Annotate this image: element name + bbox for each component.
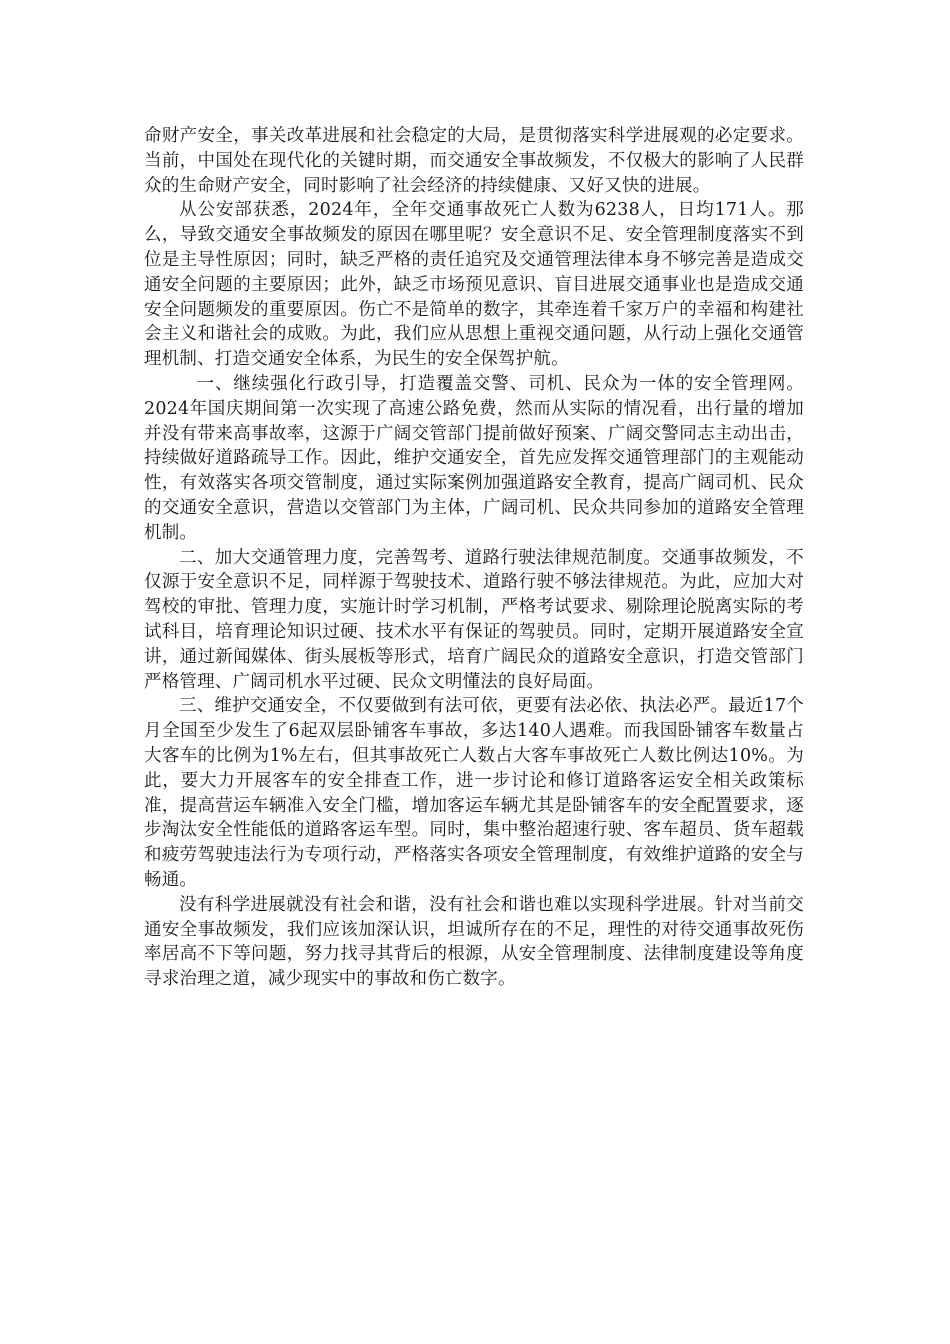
paragraph-point-three: 三、维护交通安全，不仅要做到有法可依，更要有法必依、执法必严。最近17个月全国至少发生了6起双层卧铺客车事故，多达140人遇难。而我国卧铺客车数量占大客车的比例为1%左右，但其事故死亡人数占大客车事故死亡人数比例达10%。为此，要大力开展客车的安全排查工作，进一步讨论和修订道路客运安全相关政策标准，提高营运车辆准入安全门槛，增加客运车辆尤其是卧铺客车的安全配置要求，逐步淘汰安全性能低的道路客运车型。同时，集中整治超速行驶、客车超员、货车超载和疲劳驾驶违法行为专项行动，严格落实各项安全管理制度，有效维护道路的安全与畅通。 xyxy=(144,696,804,890)
paragraph-conclusion: 没有科学进展就没有社会和谐，没有社会和谐也难以实现科学进展。针对当前交通安全事故频发，我们应该加深认识，坦诚所存在的不足，理性的对待交通事故死伤率居高不下等问题，努力找寻其背后的根源，从安全管理制度、法律制度建设等角度寻求治理之道，减少现实中的事故和伤亡数字。 xyxy=(144,894,804,990)
paragraph-point-two: 二、加大交通管理力度，完善驾考、道路行驶法律规范制度。交通事故频发，不仅源于安全意识不足，同样源于驾驶技术、道路行驶不够法律规范。为此，应加大对驾校的审批、管理力度，实施计时学习机制，严格考试要求、剔除理论脱离实际的考试科目，培育理论知识过硬、技术水平有保证的驾驶员。同时，定期开展道路安全宣讲，通过新闻媒体、街头展板等形式，培育广阔民众的道路安全意识，打造交管部门严格管理、广阔司机水平过硬、民众文明懂法的良好局面。 xyxy=(144,547,804,692)
document-body xyxy=(144,124,804,992)
paragraph-point-one: 一、继续强化行政引导，打造覆盖交警、司机、民众为一体的安全管理网。2024年国庆期间第一次实现了高速公路免费，然而从实际的情况看，出行量的增加并没有带来高事故率，这源于广阔交管部门提前做好预案、广阔交警同志主动出击，持续做好道路疏导工作。因此，维护交通安全，首先应发挥交通管理部门的主观能动性，有效落实各项交管制度，通过实际案例加强道路安全教育，提高广阔司机、民众的交通安全意识，营造以交管部门为主体，广阔司机、民众共同参加的道路安全管理机制。 xyxy=(144,373,804,543)
paragraph-intro-continuation: 命财产安全，事关改革进展和社会稳定的大局，是贯彻落实科学进展观的必定要求。当前，中国处在现代化的关键时期，而交通安全事故频发，不仅极大的影响了人民群众的生命财产安全，同时影响了社会经济的持续健康、又好又快的进展。 xyxy=(144,126,804,196)
paragraph-accident-statistics: 从公安部获悉，2024年，全年交通事故死亡人数为6238人，日均171人。那么，导致交通安全事故频发的原因在哪里呢？安全意识不足、安全管理制度落实不到位是主导性原因；同时，缺乏严格的责任追究及交通管理法律本身不够完善是造成交通安全问题的主要原因；此外，缺乏市场预见意识、盲目进展交通事业也是造成交通安全问题频发的重要原因。伤亡不是简单的数字，其牵连着千家万户的幸福和构建社会主义和谐社会的成败。为此，我们应从思想上重视交通问题，从行动上强化交通管理机制、打造交通安全体系，为民生的安全保驾护航。 xyxy=(144,200,804,370)
